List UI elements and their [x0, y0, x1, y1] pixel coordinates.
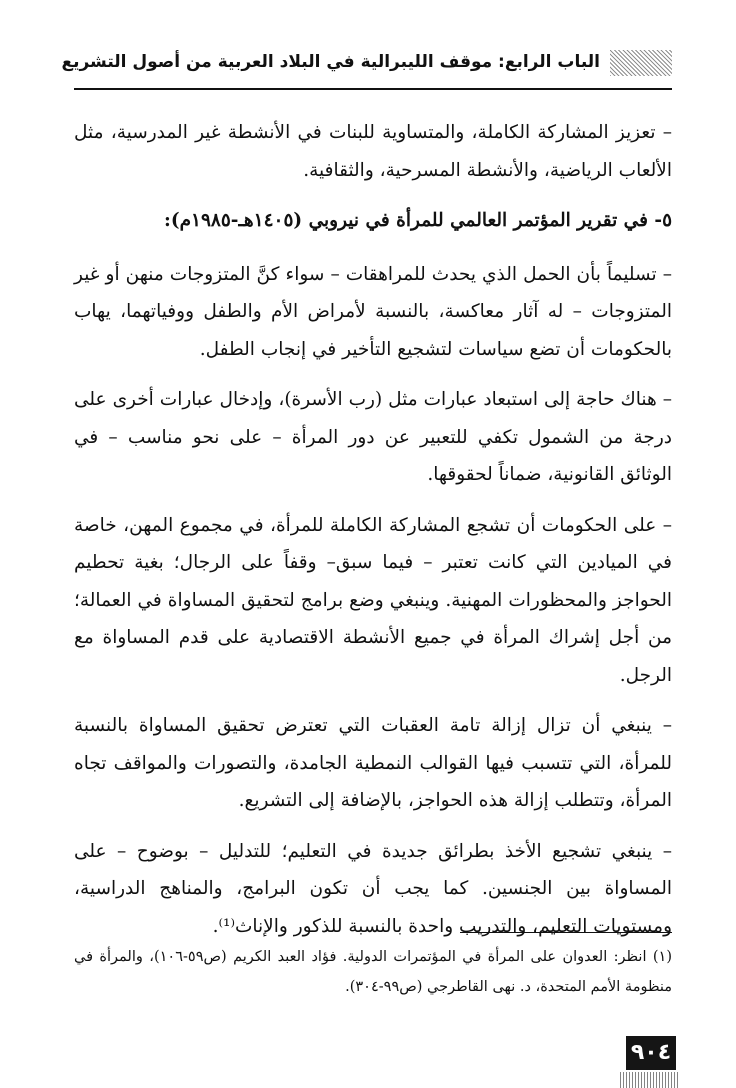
paragraph-4: – على الحكومات أن تشجع المشاركة الكاملة للمرأة، في مجموع المهن، خاصة في الميادين التي كانت تعتبر – فيما سبق– وقفاً على الرجال؛ بغية تحطيم الحواجز والمحظورات المهنية. وينبغي وضع برامج لتحقيق المساواة في العمالة؛ من أجل إشراك المرأة في جميع الأنشطة الاقتصادية على قدم المساواة مع الرجل. — [74, 514, 672, 686]
paragraph-6: – ينبغي تشجيع الأخذ بطرائق جديدة في التعليم؛ للتدليل – بوضوح – على المساواة بين الجنسين. كما يجب أن تكون البرامج، والمناهج الدراسية، ومستويات التعليم، والتدريب واحدة بالنسبة للذكور والإناث⁽¹⁾. — [74, 840, 672, 937]
chapter-title: الباب الرابع: موقف الليبرالية في البلاد العربية من أصول التشريع — [61, 52, 600, 72]
section-heading-5: ٥- في تقرير المؤتمر العالمي للمرأة في نيروبي (١٤٠٥هـ-١٩٨٥م): — [163, 210, 672, 231]
paragraph-5: – ينبغي أن تزال إزالة تامة العقبات التي تعترض تحقيق المساواة بالنسبة للمرأة، التي تتسبب فيها القوالب النمطية الجامدة، والتصورات والمواقف تجاه المرأة، وتتطلب إزالة هذه الحواجز، بالإضافة إلى التشريع. — [74, 715, 672, 811]
paragraph-2: – تسليماً بأن الحمل الذي يحدث للمراهقات – سواء كنَّ المتزوجات منهن أو غير المتزوجات – له آثار معاكسة، بالنسبة لأمراض الأم والطفل ووفياتهما، يهاب بالحكومات أن تضع سياسات لتشجيع التأخير في إنجاب الطفل. — [74, 263, 672, 360]
footnote: (١) انظر: العدوان على المرأة في المؤتمرات الدولية. فؤاد العبد الكريم (ص٥٩-١٠٦)، والمرأة في منظومة الأمم المتحدة، د. نهى القاطرجي (ص٩٩-٣٠٤). — [74, 949, 673, 995]
page-number: ٩٠٤ — [626, 1036, 676, 1070]
page-number-ornament — [620, 1072, 680, 1088]
paragraph-1: – تعزيز المشاركة الكاملة، والمتساوية للبنات في الأنشطة غير المدرسية، مثل الألعاب الرياضية، والأنشطة المسرحية، والثقافية. — [74, 122, 672, 181]
running-header — [61, 44, 672, 90]
header-ornament — [610, 50, 672, 76]
footnote-separator — [460, 932, 672, 933]
paragraph-3: – هناك حاجة إلى استبعاد عبارات مثل (رب الأسرة)، وإدخال عبارات أخرى على درجة من الشمول تكفي للتعبير عن دور المرأة – على نحو مناسب – في الوثائق القانونية، ضماناً لحقوقها. — [74, 389, 672, 485]
page-body — [74, 114, 672, 958]
